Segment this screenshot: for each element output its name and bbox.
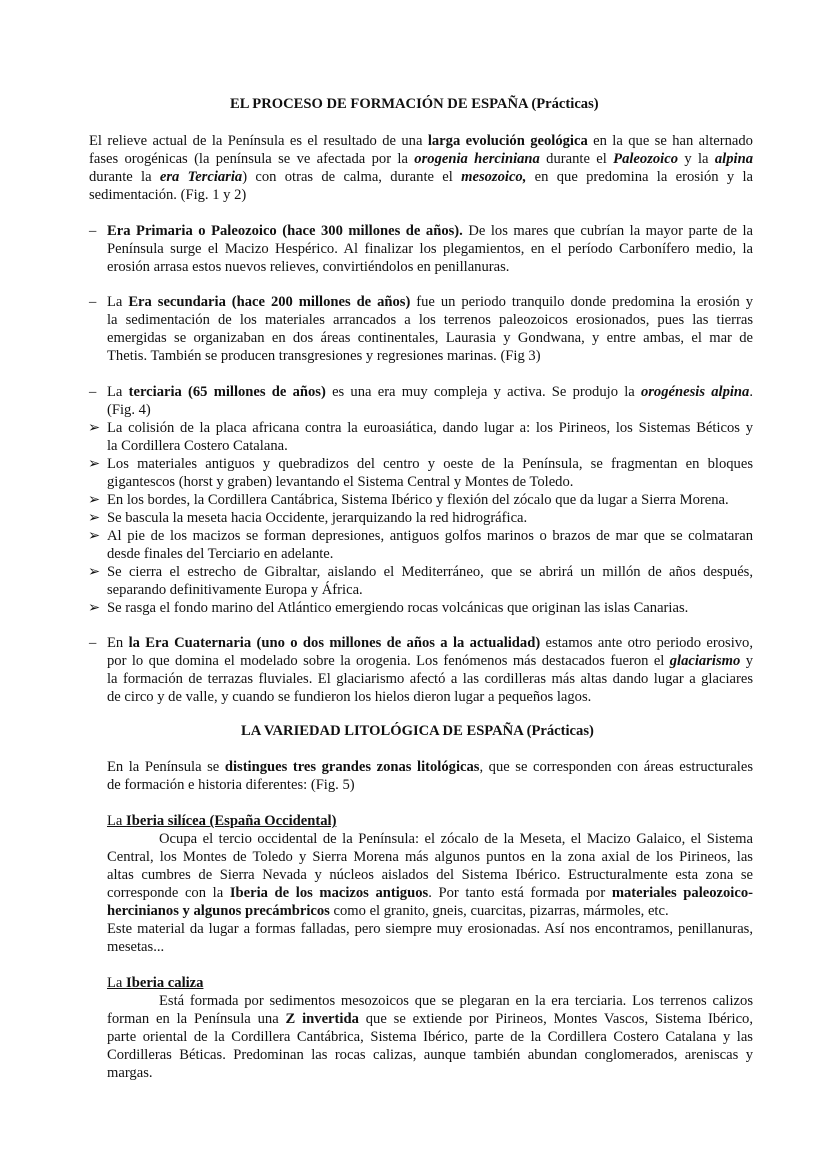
silicea-heading: La Iberia silícea (España Occidental) — [107, 813, 337, 829]
terciaria-line-1: La terciaria (65 millones de años) es una era muy compleja y activa. Se produjo la orogénesis alpina. — [107, 384, 753, 400]
caliza-heading: La Iberia caliza — [107, 975, 204, 991]
silicea-line-3: altas cumbres de Sierra Nevada y núcleos aislados del Sistema Ibérico. Estructuralmente esta zona se — [107, 867, 753, 883]
cuaternaria-line-4: de circo y de valle, y cuando se fundieron los hielos dieron lugar a pequeños lagos. — [107, 689, 592, 705]
arrow-bullet-icon: ➢ — [88, 420, 101, 436]
dash-marker: – — [89, 223, 97, 239]
terciaria-bullet-6-line-2: separando definitivamente Europa y África. — [107, 582, 363, 598]
dash-marker: – — [89, 384, 97, 400]
dash-marker: – — [89, 294, 97, 310]
silicea-line-6: Este material da lugar a formas falladas, pero siempre muy erosionadas. Así nos encontramos, penillanuras, — [107, 921, 753, 937]
caliza-line-1: Está formada por sedimentos mesozoicos que se plegaran en la era terciaria. Los terrenos calizos — [159, 993, 753, 1009]
cuaternaria-line-1: En la Era Cuaternaria (uno o dos millones de años a la actualidad) estamos ante otro periodo erosivo, — [107, 635, 753, 651]
caliza-line-4: Cordilleras Béticas. Predominan las rocas calizas, aunque también abundan conglomerados, areniscas y — [107, 1047, 753, 1063]
secundaria-line-2: la sedimentación de los materiales arrancados a los terrenos paleozoicos erosionados, pues las tierras — [107, 312, 753, 328]
silicea-line-4: corresponde con la Iberia de los macizos antiguos. Por tanto está formada por materiales paleozoico- — [107, 885, 753, 901]
section-title-formacion: EL PROCESO DE FORMACIÓN DE ESPAÑA (Prácticas) — [230, 96, 599, 112]
terciaria-bullet-5-line-1: Al pie de los macizos se forman depresiones, antiguos golfos marinos o brazos de mar que se colmataran — [107, 528, 753, 544]
litologia-line-2: de formación e historia diferentes: (Fig. 5) — [107, 777, 355, 793]
intro-line-4: sedimentación. (Fig. 1 y 2) — [89, 187, 247, 203]
cuaternaria-line-3: la formación de terrazas fluviales. El glaciarismo afectó a las cordilleras más altas dando lugar a glaciares — [107, 671, 753, 687]
silicea-line-5: hercinianos y algunos precámbricos como el granito, gneis, cuarcitas, pizarras, mármoles, etc. — [107, 903, 669, 919]
primaria-line-3: erosión arrasa estos nuevos relieves, convirtiéndolos en penillanuras. — [107, 259, 510, 275]
terciaria-bullet-6-line-1: Se cierra el estrecho de Gibraltar, aislando el Mediterráneo, que se abrirá un millón de años después, — [107, 564, 753, 580]
intro-line-1: El relieve actual de la Península es el resultado de una larga evolución geológica en la que se han alternado — [89, 133, 753, 149]
terciaria-line-2: (Fig. 4) — [107, 402, 151, 418]
arrow-bullet-icon: ➢ — [88, 564, 101, 580]
silicea-line-2: Central, los Montes de Toledo y Sierra Morena más algunos puntos en la zona axial de los Pirineos, las — [107, 849, 753, 865]
terciaria-bullet-4: Se bascula la meseta hacia Occidente, jerarquizando la red hidrográfica. — [107, 510, 528, 526]
intro-line-3: durante la era Terciaria) con otras de calma, durante el mesozoico, en que predomina la erosión y la — [89, 169, 753, 185]
terciaria-bullet-3: En los bordes, la Cordillera Cantábrica, Sistema Ibérico y flexión del zócalo que da lugar a Sierra Morena. — [107, 492, 729, 508]
dash-marker: – — [89, 635, 97, 651]
primaria-line-2: Península surge el Macizo Hespérico. Al finalizar los plegamientos, en el período Carbonífero medio, la — [107, 241, 753, 257]
section-title-litologia: LA VARIEDAD LITOLÓGICA DE ESPAÑA (Prácticas) — [241, 723, 594, 739]
terciaria-bullet-7: Se rasga el fondo marino del Atlántico emergiendo rocas volcánicas que originan las islas Canarias. — [107, 600, 689, 616]
terciaria-bullet-5-line-2: desde finales del Terciario en adelante. — [107, 546, 334, 562]
terciaria-bullet-1-line-1: La colisión de la placa africana contra la euroasiática, dando lugar a: los Pirineos, los Sistemas Béticos y — [107, 420, 753, 436]
terciaria-bullet-1-line-2: la Cordillera Costero Catalana. — [107, 438, 288, 454]
arrow-bullet-icon: ➢ — [88, 492, 101, 508]
terciaria-bullet-2-line-1: Los materiales antiguos y quebradizos del centro y oeste de la Península, se fragmentan en bloques — [107, 456, 753, 472]
arrow-bullet-icon: ➢ — [88, 528, 101, 544]
caliza-line-3: parte oriental de la Cordillera Cantábrica, Sistema Ibérico, parte de la Cordillera Costero Catalana y las — [107, 1029, 753, 1045]
caliza-line-2: forman en la Península una Z invertida que se extiende por Pirineos, Montes Vascos, Sistema Ibérico, — [107, 1011, 753, 1027]
litologia-line-1: En la Península se distingues tres grandes zonas litológicas, que se corresponden con áreas estructurales — [107, 759, 754, 775]
arrow-bullet-icon: ➢ — [88, 510, 101, 526]
cuaternaria-line-2: por lo que domina el modelado sobre la orogenia. Los fenómenos más destacados fueron el glaciarismo y — [107, 653, 753, 669]
secundaria-line-3: emergidas se organizaban en dos áreas continentales, Laurasia y Gondwana, y entre ambas, el mar de — [107, 330, 753, 346]
secundaria-line-4: Thetis. También se producen transgresiones y regresiones marinas. (Fig 3) — [107, 348, 541, 364]
primaria-line-1: Era Primaria o Paleozoico (hace 300 millones de años). De los mares que cubrían la mayor parte de la — [107, 223, 753, 239]
silicea-line-1: Ocupa el tercio occidental de la Península: el zócalo de la Meseta, el Macizo Galaico, el Sistema — [159, 831, 753, 847]
arrow-bullet-icon: ➢ — [88, 600, 101, 616]
secundaria-line-1: La Era secundaria (hace 200 millones de años) fue un periodo tranquilo donde predomina la erosión y — [107, 294, 754, 310]
caliza-line-5: margas. — [107, 1065, 153, 1081]
intro-line-2: fases orogénicas (la península se ve afectada por la orogenia herciniana durante el Paleozoico y la alpina — [89, 151, 753, 167]
arrow-bullet-icon: ➢ — [88, 456, 101, 472]
terciaria-bullet-2-line-2: gigantescos (horst y graben) levantando el Sistema Central y Montes de Toledo. — [107, 474, 574, 490]
silicea-line-7: mesetas... — [107, 939, 165, 955]
